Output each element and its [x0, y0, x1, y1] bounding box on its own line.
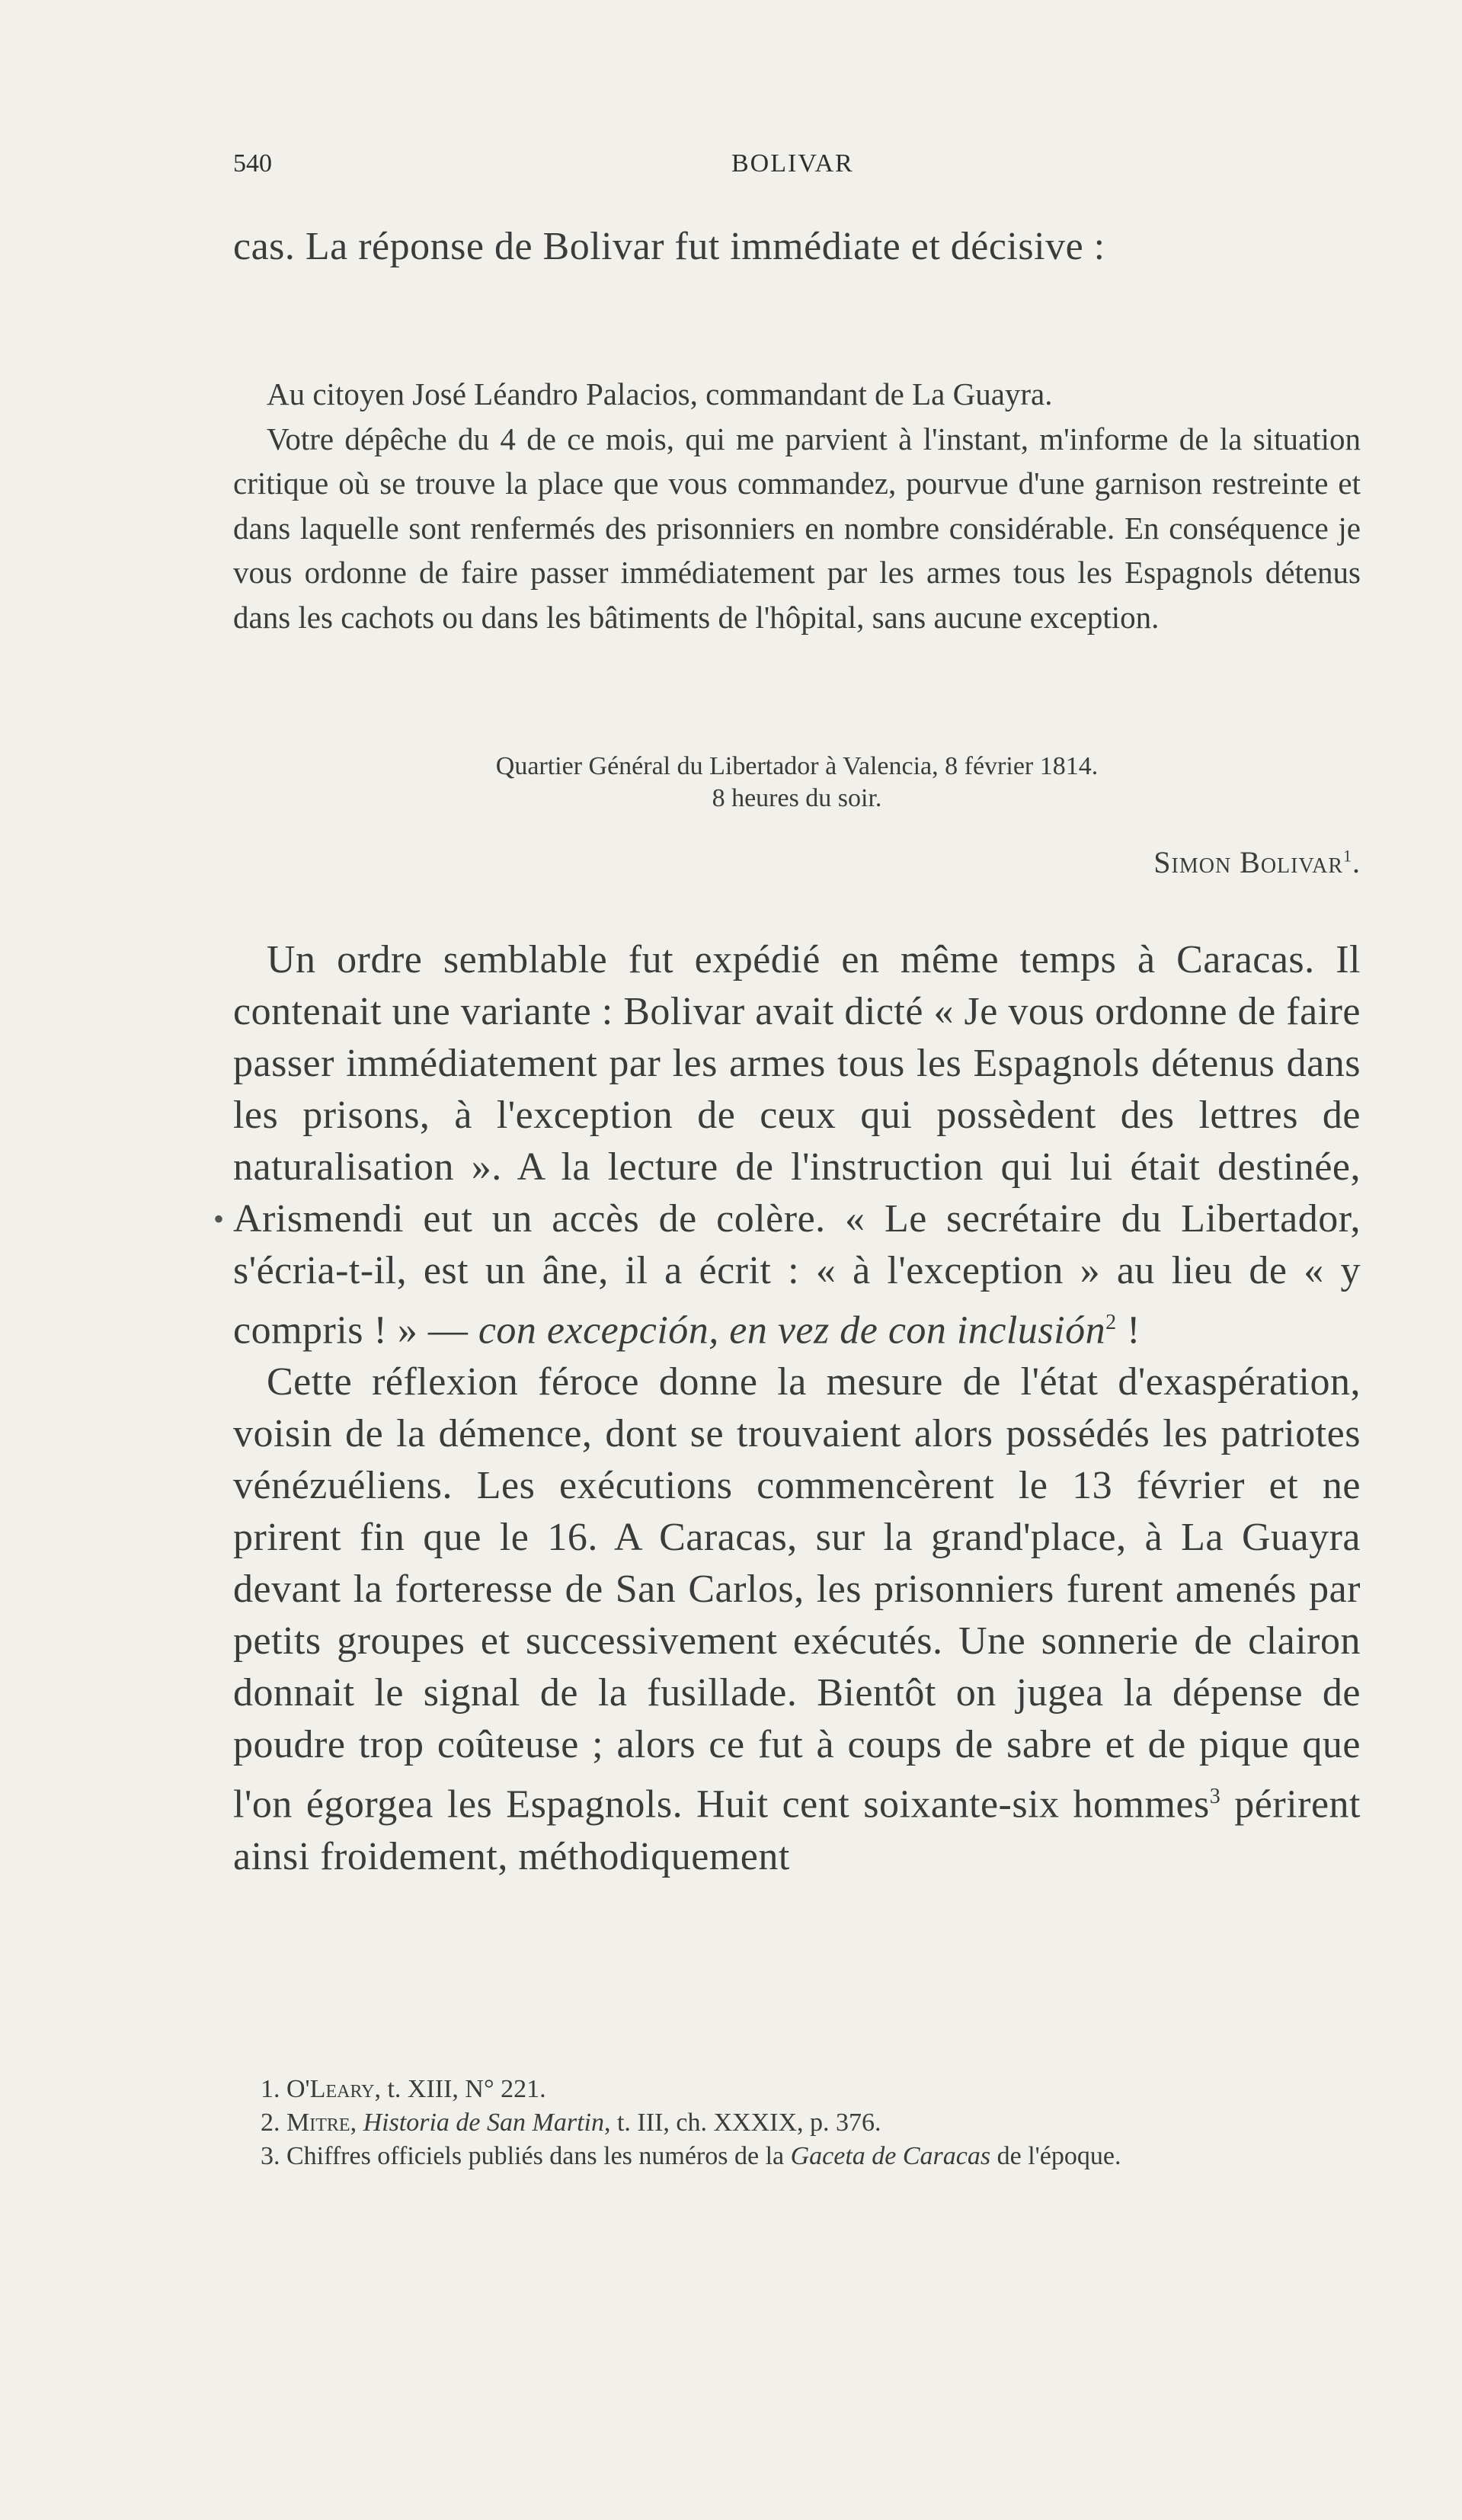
- footnotes: [233, 2073, 1361, 2173]
- footnote-title: Gaceta de Caracas: [790, 2142, 991, 2170]
- footnote-ref-1: 1: [1343, 846, 1352, 866]
- paragraph-order-caracas: Un ordre semblable fut expédié en même temps à Caracas. Il contenait une variante : Bolivar avait dicté « Je vous ordonne de faire passer immédiatement par les armes tous les Espagnols détenus dans les prisons, à l'exception de ceux qui possèdent des lettres de naturalisation ». A la lecture de l'instruction qui lui était destinée, Arismendi eut un accès de colère. « Le secrétaire du Libertador, s'écria-t-il, est un âne, il a écrit : « à l'exception » au lieu de « y compris ! » — con excepción, en vez de con inclusión$^2$ !: [233, 938, 1361, 1353]
- paragraph2-text: Cette réflexion féroce donne la mesure de l'état d'exaspération, voisin de la démence, dont se trouvaient alors possédés les patriotes vénézuéliens. Les exécutions commencèrent le 13 février et ne prirent fin que le 16. A Caracas, sur la grand'place, à La Guayra devant la forteresse de San Carlos, les prisonniers furent amenés par petits groupes et successivement exécutés. Une sonnerie de clairon donnait le signal de la fusillade. Bientôt on jugea la dépense de poudre trop coûteuse ; alors ce fut à coups de sabre et de pique que l'on égorgea les Espagnols. Huit cent soixante-six hommes: [233, 1360, 1361, 1827]
- letter-place-date: Quartier Général du Libertador à Valencia, 8 février 1814.: [495, 752, 1099, 780]
- signature-name: Simon Bolivar: [1153, 845, 1343, 879]
- footnote-2: 2. Mitre, Historia de San Martin, t. III, ch. XXXIX, p. 376.: [261, 2109, 881, 2137]
- footnote-ref-3: 3: [1209, 1785, 1221, 1809]
- footnote-title: Historia de San Martin: [363, 2109, 604, 2137]
- page-number: 540: [233, 149, 272, 178]
- paragraph-executions: Cette réflexion féroce donne la mesure de l'état d'exaspération, voisin de la démence, dont se trouvaient alors possédés les patriotes vénézuéliens. Les exécutions commencèrent le 13 février et ne prirent fin que le 16. A Caracas, sur la grand'place, à La Guayra devant la forteresse de San Carlos, les prisonniers furent amenés par petits groupes et successivement exécutés. Une sonnerie de clairon donnait le signal de la fusillade. Bientôt on jugea la dépense de poudre trop coûteuse ; alors ce fut à coups de sabre et de pique que l'on égorgea les Espagnols. Huit cent soixante-six hommes$^3$ périrent ainsi froidement, méthodiquement: [233, 1360, 1361, 1878]
- letter-body: Votre dépêche du 4 de ce mois, qui me parvient à l'instant, m'informe de la situation critique où se trouve la place que vous commandez, pourvue d'une garnison restreinte et dans laquelle sont renfermés des prisonniers en nombre considérable. En conséquence je vous ordonne de faire passer immédiatement par les armes tous les Espagnols détenus dans les cachots ou dans les bâtiments de l'hôpital, sans aucune exception.: [233, 421, 1361, 635]
- main-text: [213, 934, 1361, 1883]
- letter-dateline: [233, 751, 1361, 815]
- letter-addressee: Au citoyen José Léandro Palacios, commandant de La Guayra.: [267, 376, 1053, 411]
- footnote-author: O'Leary: [286, 2075, 375, 2103]
- marginal-mark: •: [213, 1202, 225, 1236]
- page-header: [233, 149, 1361, 195]
- quoted-letter: [233, 372, 1361, 639]
- letter-signature: Simon Bolivar$^1$.: [1153, 845, 1361, 879]
- footnote-author: Mitre: [286, 2109, 350, 2137]
- opening-text: cas. La réponse de Bolivar fut immédiate et décisive :: [233, 225, 1105, 268]
- running-head: BOLIVAR: [731, 149, 854, 178]
- opening-paragraph: [233, 221, 1361, 273]
- paragraph1-text: Un ordre semblable fut expédié en même temps à Caracas. Il contenait une variante : Bolivar avait dicté « Je vous ordonne de faire passer immédiatement par les armes tous les Espagnols détenus dans les prisons, à l'exception de ceux qui possèdent des lettres de naturalisation ». A la lecture de l'instruction qui lui était destinée, Arismendi eut un accès de colère. « Le secrétaire du Libertador, s'écria-t-il, est un âne, il a écrit : « à l'exception » au lieu de « y compris ! » —: [233, 938, 1361, 1353]
- footnote-ref-2: 2: [1105, 1311, 1117, 1334]
- footnote-1: 1. O'Leary, t. XIII, N° 221.: [261, 2075, 546, 2103]
- spanish-quote: con excepción, en vez de con inclusión: [478, 1308, 1106, 1353]
- footnote-3: 3. Chiffres officiels publiés dans les numéros de la Gaceta de Caracas de l'époque.: [261, 2142, 1121, 2170]
- letter-time: 8 heures du soir.: [712, 784, 882, 812]
